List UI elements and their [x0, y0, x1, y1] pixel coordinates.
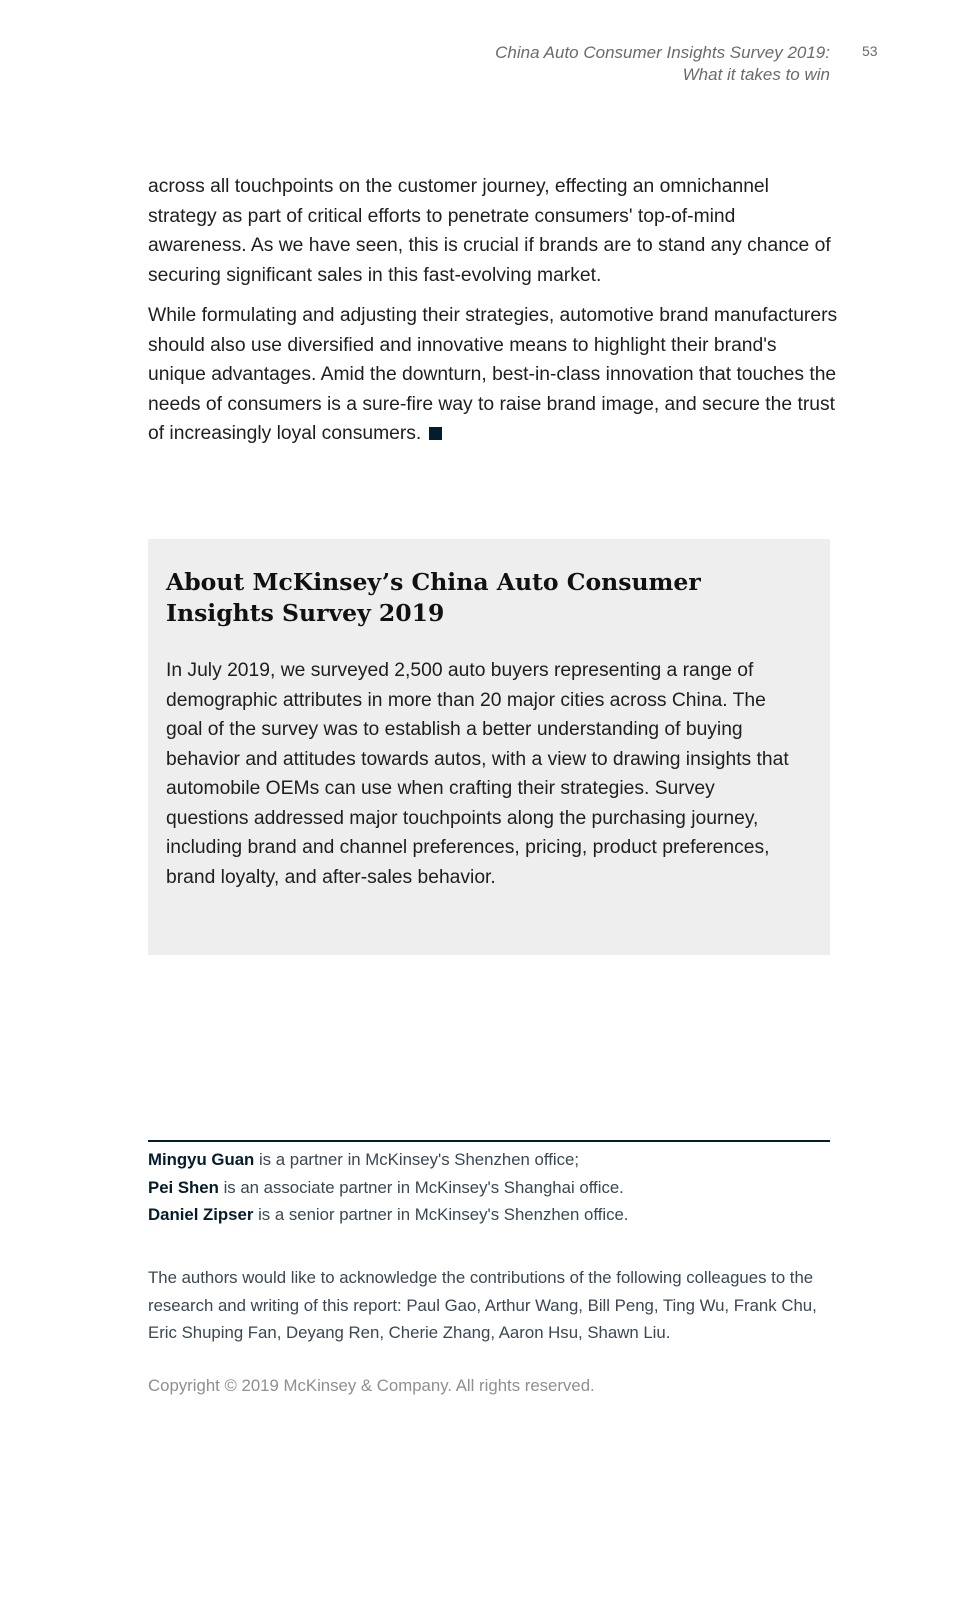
about-box-title: About McKinsey’s China Auto Consumer Insights Survey 2019: [166, 568, 701, 627]
running-header: [495, 42, 830, 86]
author-name: Pei Shen: [148, 1177, 219, 1197]
author-name: Daniel Zipser: [148, 1205, 254, 1224]
end-of-article-mark: [429, 427, 442, 440]
author-divider: [148, 1140, 830, 1142]
author-entry: [148, 1146, 838, 1174]
page-number: 53: [862, 43, 878, 59]
author-role: is a partner in McKinsey's Shenzhen office;: [258, 1150, 579, 1169]
acknowledgment: The authors would like to acknowledge the contributions of the following colleagues to the research and writing of this report: Paul Gao, Arthur Wang, Bill Peng, Ting Wu, Frank Chu, Eric Shuping Fan, Deyang Ren, Cherie Zhang, Aaron Hsu, Shawn Liu.: [148, 1268, 817, 1342]
body-paragraph-1: across all touchpoints on the customer journey, effecting an omnichannel strategy as part of critical efforts to penetrate consumers' top-of-mind awareness. As we have seen, this is crucial if brands are to stand any chance of securing significant sales in this fast-evolving market.: [148, 176, 831, 286]
body-paragraph-2: [148, 301, 838, 449]
author-role: is a senior partner in McKinsey's Shenzhen office.: [258, 1205, 629, 1224]
author-list: [148, 1146, 838, 1229]
copyright: Copyright © 2019 McKinsey & Company. All rights reserved.: [148, 1376, 595, 1395]
body-text: [148, 172, 838, 460]
about-box-text: In July 2019, we surveyed 2,500 auto buyers representing a range of demographic attributes in more than 20 major cities across China. The goal of the survey was to establish a better understanding of buying behavior and attitudes towards autos, with a view to drawing insights that automobile OEMs can use when crafting their strategies. Survey questions addressed major touchpoints along the purchasing journey, including brand and channel preferences, pricing, product preferences, brand loyalty, and after-sales behavior.: [166, 660, 789, 888]
body-paragraph-2-text: While formulating and adjusting their strategies, automotive brand manufacturers should also use diversified and innovative means to highlight their brand's unique advantages. Amid the downturn, best-in-class innovation that touches the needs of consumers is a sure-fire way to raise brand image, and secure the trust of increasingly loyal consumers.: [148, 305, 838, 444]
author-role: is an associate partner in McKinsey's Shanghai office.: [223, 1177, 624, 1197]
about-survey-box: [148, 539, 830, 955]
author-entry: [148, 1174, 838, 1202]
header-title-line1: China Auto Consumer Insights Survey 2019:: [495, 43, 830, 62]
header-title-line2: What it takes to win: [682, 65, 830, 84]
author-entry: [148, 1201, 838, 1229]
author-name: Mingyu Guan: [148, 1150, 255, 1169]
